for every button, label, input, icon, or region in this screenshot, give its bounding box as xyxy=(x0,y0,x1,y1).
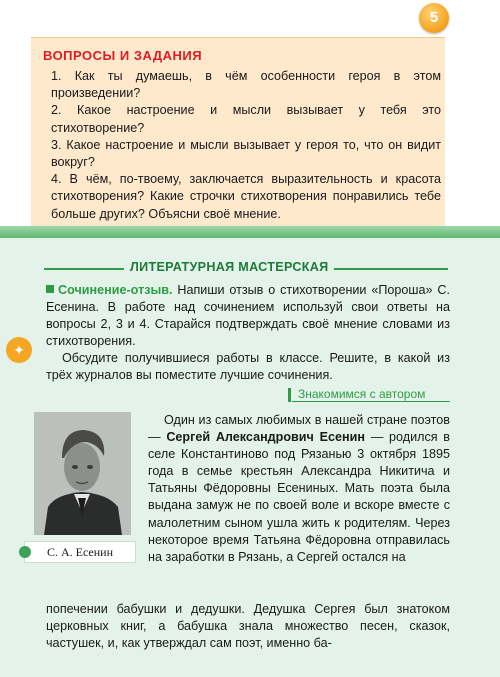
author-name: Сергей Александрович Есенин xyxy=(166,430,365,445)
essay-lead: Сочинение-отзыв. xyxy=(58,283,173,297)
author-tag-text: Знакомимся с автором xyxy=(298,387,426,401)
portrait-caption: С. А. Есенин xyxy=(24,541,136,563)
section-divider-band xyxy=(0,226,500,238)
essay-task xyxy=(46,282,450,384)
question-item: 3. Какое настроение и мысли вызывает у героя то, что он видит вокруг? xyxy=(51,137,441,170)
page-number-badge: 5 xyxy=(419,3,449,33)
biography-text: Один из самых любимых в нашей стране поэтов — Сергей Александрович Есенин — родился в селе Константиново под Рязанью 3 октября 1895 года в семье крестьян Александра Никитича и Татьяны Фёдоровны Есениных. Мать поэта была выдана замуж не по своей воле и вскоре вместе с малолетним сыном ушла жить к родителям. Через некоторое время Татьяна Фёдоровна отправилась на заработки в Рязань, а Сергей остался на xyxy=(148,413,451,564)
workshop-heading xyxy=(44,260,448,278)
questions-panel xyxy=(31,37,445,228)
workshop-heading-text: ЛИТЕРАТУРНАЯ МАСТЕРСКАЯ xyxy=(124,260,334,274)
star-icon: ✦ xyxy=(6,337,32,363)
question-item: 4. В чём, по-твоему, заключается выразительность и красота стихотворения? Какие строчки стихотворения понравились тебе больше других? Объясни своё мнение. xyxy=(51,172,441,221)
green-dot-icon xyxy=(19,546,31,558)
question-item: 2. Какое настроение и мысли вызывает у тебя это стихотворение? xyxy=(51,103,441,135)
biography-continued: попечении бабушки и дедушки. Дедушка Сергея был знатоком церковных книг, а бабушка знала множество песен, сказок, частушек, и, как утверждал сам поэт, именно ба- xyxy=(46,602,450,651)
portrait-image xyxy=(34,412,131,535)
questions-title: ВОПРОСЫ И ЗАДАНИЯ xyxy=(43,48,203,63)
question-item: 1. Как ты думаешь, в чём особенности героя в этом произведении? xyxy=(51,69,441,101)
essay-text: Напиши отзыв о стихотворении «Пороша» С. Есенина. В работе над сочинением используй свои ответы на вопросы 2, 3 и 4. Старайся подтверждать своё мнение словами из стихотворения. xyxy=(46,283,451,348)
essay-discuss-text: Обсудите получившиеся работы в классе. Решите, в какой из трёх журналов вы поместите лучшие сочинения. xyxy=(46,351,450,382)
author-section-tag xyxy=(288,387,450,403)
square-bullet-icon xyxy=(46,285,54,293)
